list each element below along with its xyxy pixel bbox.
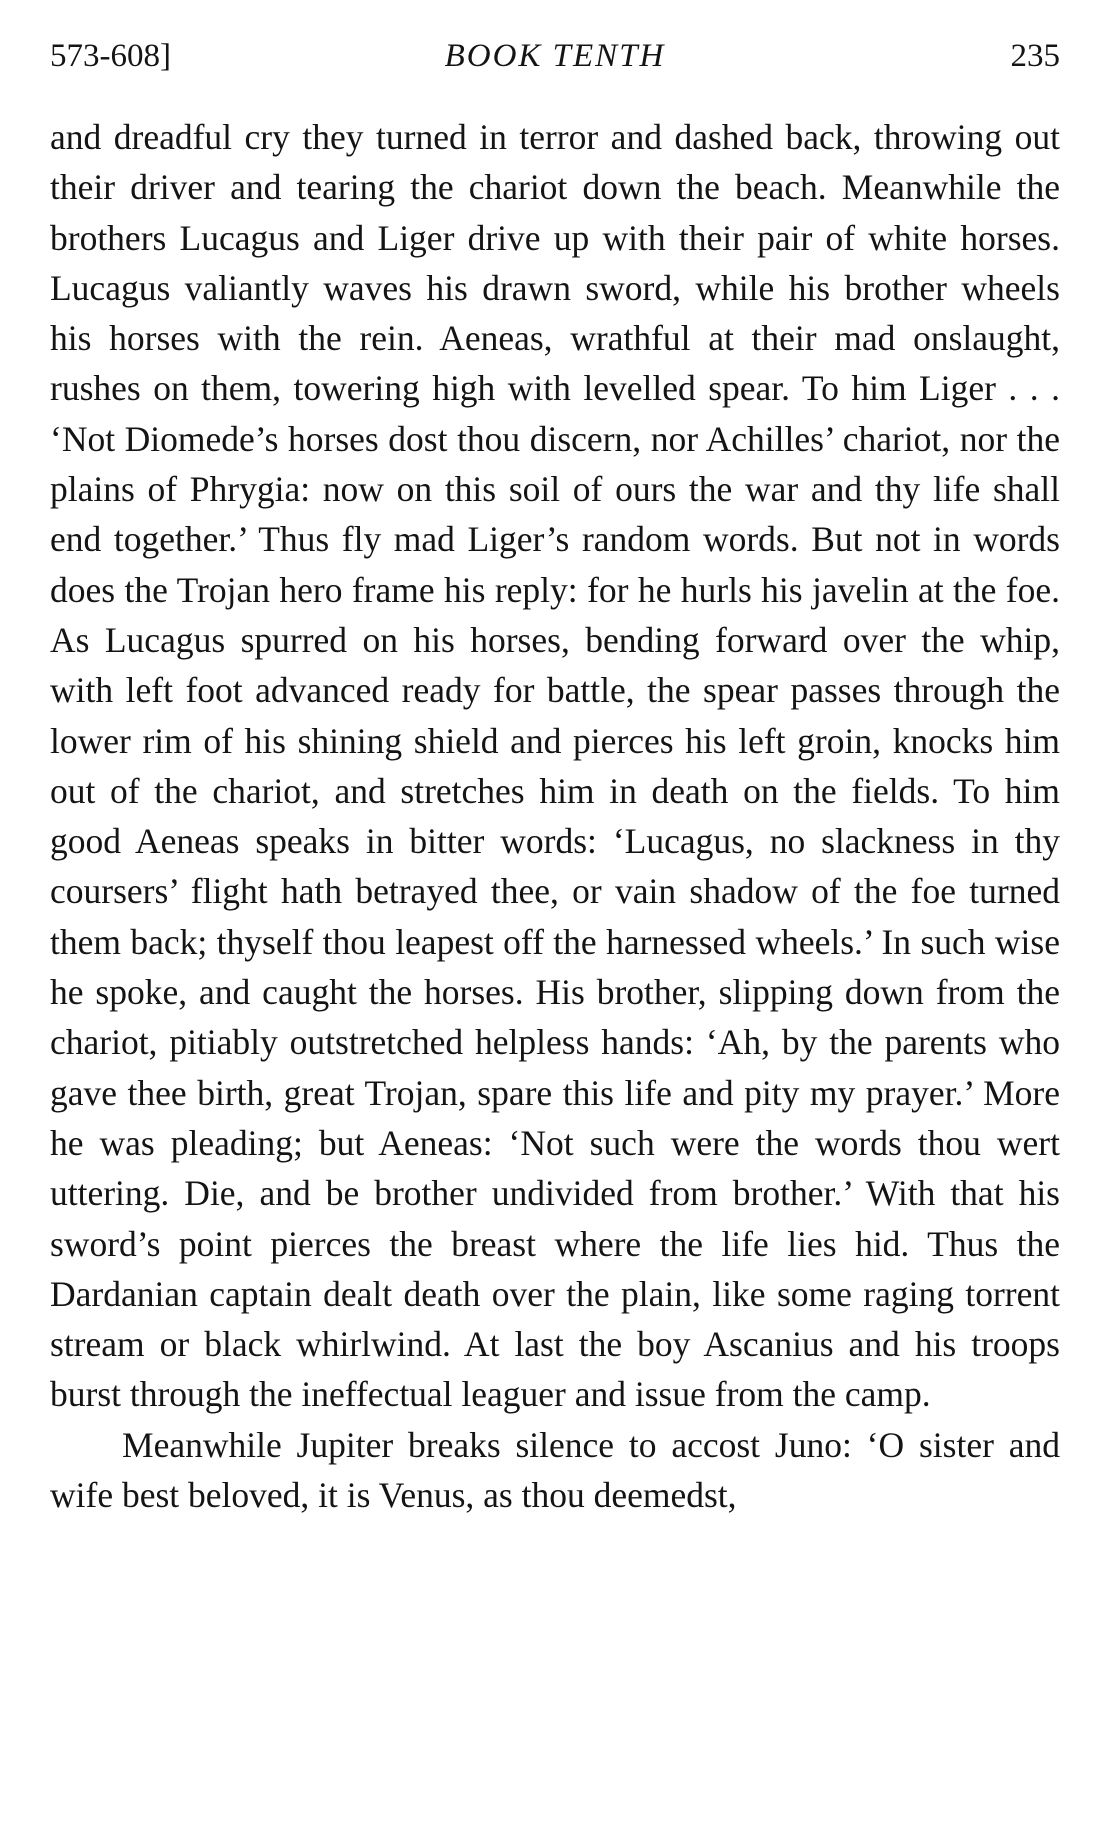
line-range: 573-608]	[50, 38, 171, 74]
paragraph-1: and dreadful cry they turned in terror and dashed back, throwing out their driver and tearing the chariot down the beach. Meanwhile the brothers Lucagus and Liger drive up with their pair of white horses. Lucagus valiantly waves his drawn sword, while his brother wheels his horses with the rein. Aeneas, wrathful at their mad onslaught, rushes on them, towering high with levelled spear. To him Liger . . . ‘Not Diomede’s horses dost thou discern, nor Achilles’ chariot, nor the plains of Phrygia: now on this soil of ours the war and thy life shall end together.’ Thus fly mad Liger’s random words. But not in words does the Trojan hero frame his reply: for he hurls his javelin at the foe. As Lucagus spurred on his horses, bending forward over the whip, with left foot advanced ready for battle, the spear passes through the lower rim of his shining shield and pierces his left groin, knocks him out of the chariot, and stretches him in death on the fields. To him good Aeneas speaks in bitter words: ‘Lucagus, no slackness in thy coursers’ flight hath betrayed thee, or vain shadow of the foe turned them back; thyself thou leapest off the harnessed wheels.’ In such wise he spoke, and caught the horses. His brother, slipping down from the chariot, pitiably outstretched helpless hands: ‘Ah, by the parents who gave thee birth, great Trojan, spare this life and pity my prayer.’ More he was pleading; but Aeneas: ‘Not such were the words thou wert uttering. Die, and be brother undivided from brother.’ With that his sword’s point pierces the breast where the life lies hid. Thus the Dardanian captain dealt death over the plain, like some raging torrent stream or black whirlwind. At last the boy Ascanius and his troops burst through the ineffectual leaguer and issue from the camp.	[50, 117, 1060, 1415]
running-head	[50, 32, 1060, 80]
body-text	[50, 112, 1060, 1520]
chapter-title: BOOK TENTH	[444, 38, 666, 74]
page-number: 235	[1010, 38, 1060, 74]
book-page	[50, 0, 1060, 1844]
paragraph-2: Meanwhile Jupiter breaks silence to accost Juno: ‘O sister and wife best beloved, it is Venus, as thou deemedst,	[50, 1424, 1060, 1516]
